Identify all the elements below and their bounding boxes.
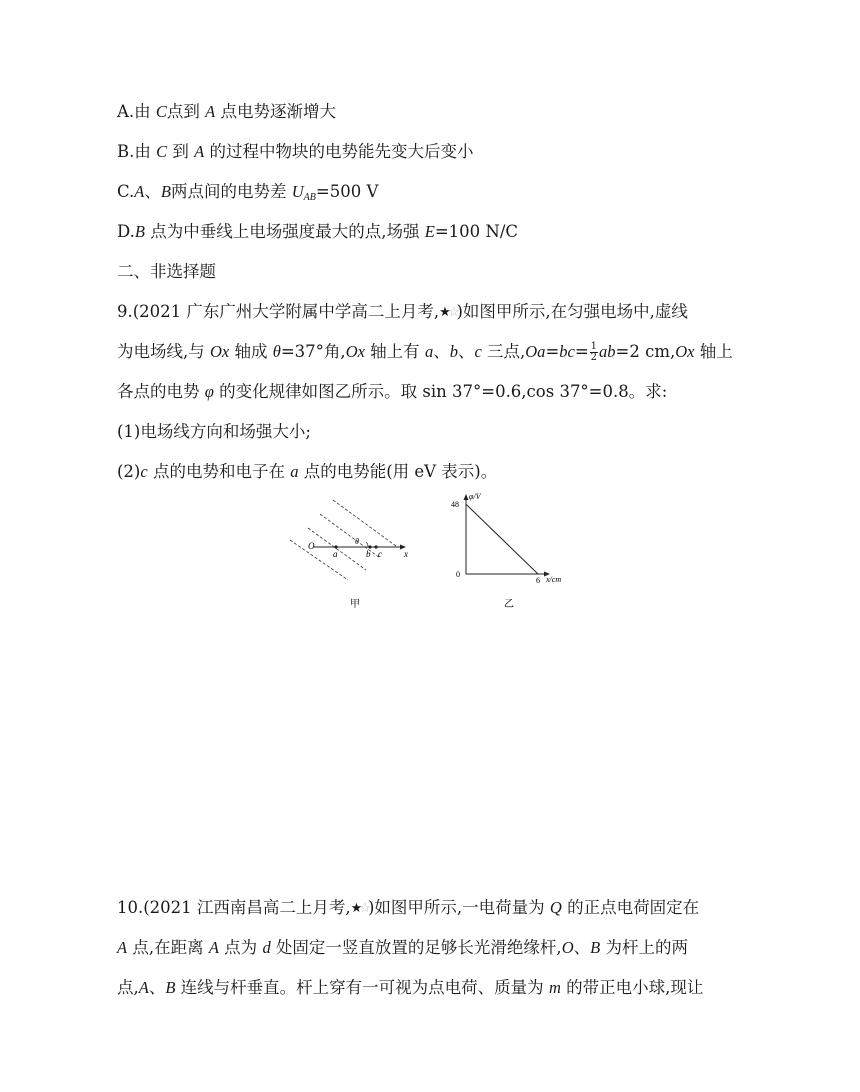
label-x: x: [404, 549, 408, 559]
label-a: a: [333, 549, 338, 559]
tick-label-6: 6: [536, 576, 540, 585]
origin-label: 0: [456, 570, 460, 579]
question-9-line-2: 为电场线,与 Ox 轴成 θ=37°角,Ox 轴上有 a、b、c 三点,Oa=bc= $\frac{1}{2}$ ab=2 cm,Ox 轴上: [117, 341, 733, 363]
figure-jia: [288, 492, 418, 617]
y-axis-arrow: [464, 494, 469, 500]
caption-jia: 甲: [350, 599, 360, 610]
tick-label-48: 48: [451, 500, 459, 510]
question-9-line-3: 各点的电势 φ 的变化规律如图乙所示。取 sin 37°=0.6,cos 37°=0.8。求:: [117, 382, 668, 401]
question-9-line-1: 9.(2021 广东广州大学附属中学高二上月考,★☆)如图甲所示,在匀强电场中,虚线: [117, 301, 688, 324]
question-10-line-2: A 点,在距离 A 点为 d 处固定一竖直放置的足够长光滑绝缘杆,O、B 为杆上的两: [117, 938, 688, 957]
difficulty-star-icon: ★☆: [439, 305, 457, 320]
question-10-line-1: 10.(2021 江西南昌高二上月考,★☆)如图甲所示,一电荷量为 Q 的正点电荷固定在: [117, 897, 699, 920]
question-10-line-3: 点,A、B 连线与杆垂直。杆上穿有一可视为点电荷、质量为 m 的带正电小球,现让: [117, 978, 704, 997]
section-heading: 二、非选择题: [117, 262, 216, 281]
option-d: D.B 点为中垂线上电场强度最大的点,场强 E=100 N/C: [117, 222, 519, 241]
fraction-one-half: $\frac{1}{2}$: [590, 341, 598, 363]
option-c: C.A、B两点间的电势差 $U_{AB}=500$ V: [117, 182, 379, 203]
phi-line: [466, 504, 538, 574]
field-line-4: [333, 500, 396, 546]
option-a: A.由 C点到 A 点电势逐渐增大: [117, 102, 337, 121]
caption-yi: 乙: [504, 599, 514, 610]
question-9-part-1: (1)电场线方向和场强大小;: [117, 422, 311, 441]
label-b: b: [366, 549, 371, 559]
x-axis-label: x/cm: [546, 575, 562, 584]
field-line-3: [320, 514, 380, 558]
label-c: c: [378, 549, 382, 559]
theta-arc: [366, 542, 368, 547]
figure-yi: [448, 490, 573, 615]
label-theta: θ: [355, 537, 359, 546]
y-axis-label: φ/V: [469, 492, 481, 501]
label-O: O: [308, 541, 315, 551]
option-b: B.由 C 到 A 的过程中物块的电势能先变大后变小: [117, 142, 474, 161]
question-9-part-2: (2)c 点的电势和电子在 a 点的电势能(用 eV 表示)。: [117, 462, 498, 481]
difficulty-star-icon: ★☆: [350, 901, 368, 916]
field-line-1: [290, 540, 348, 580]
